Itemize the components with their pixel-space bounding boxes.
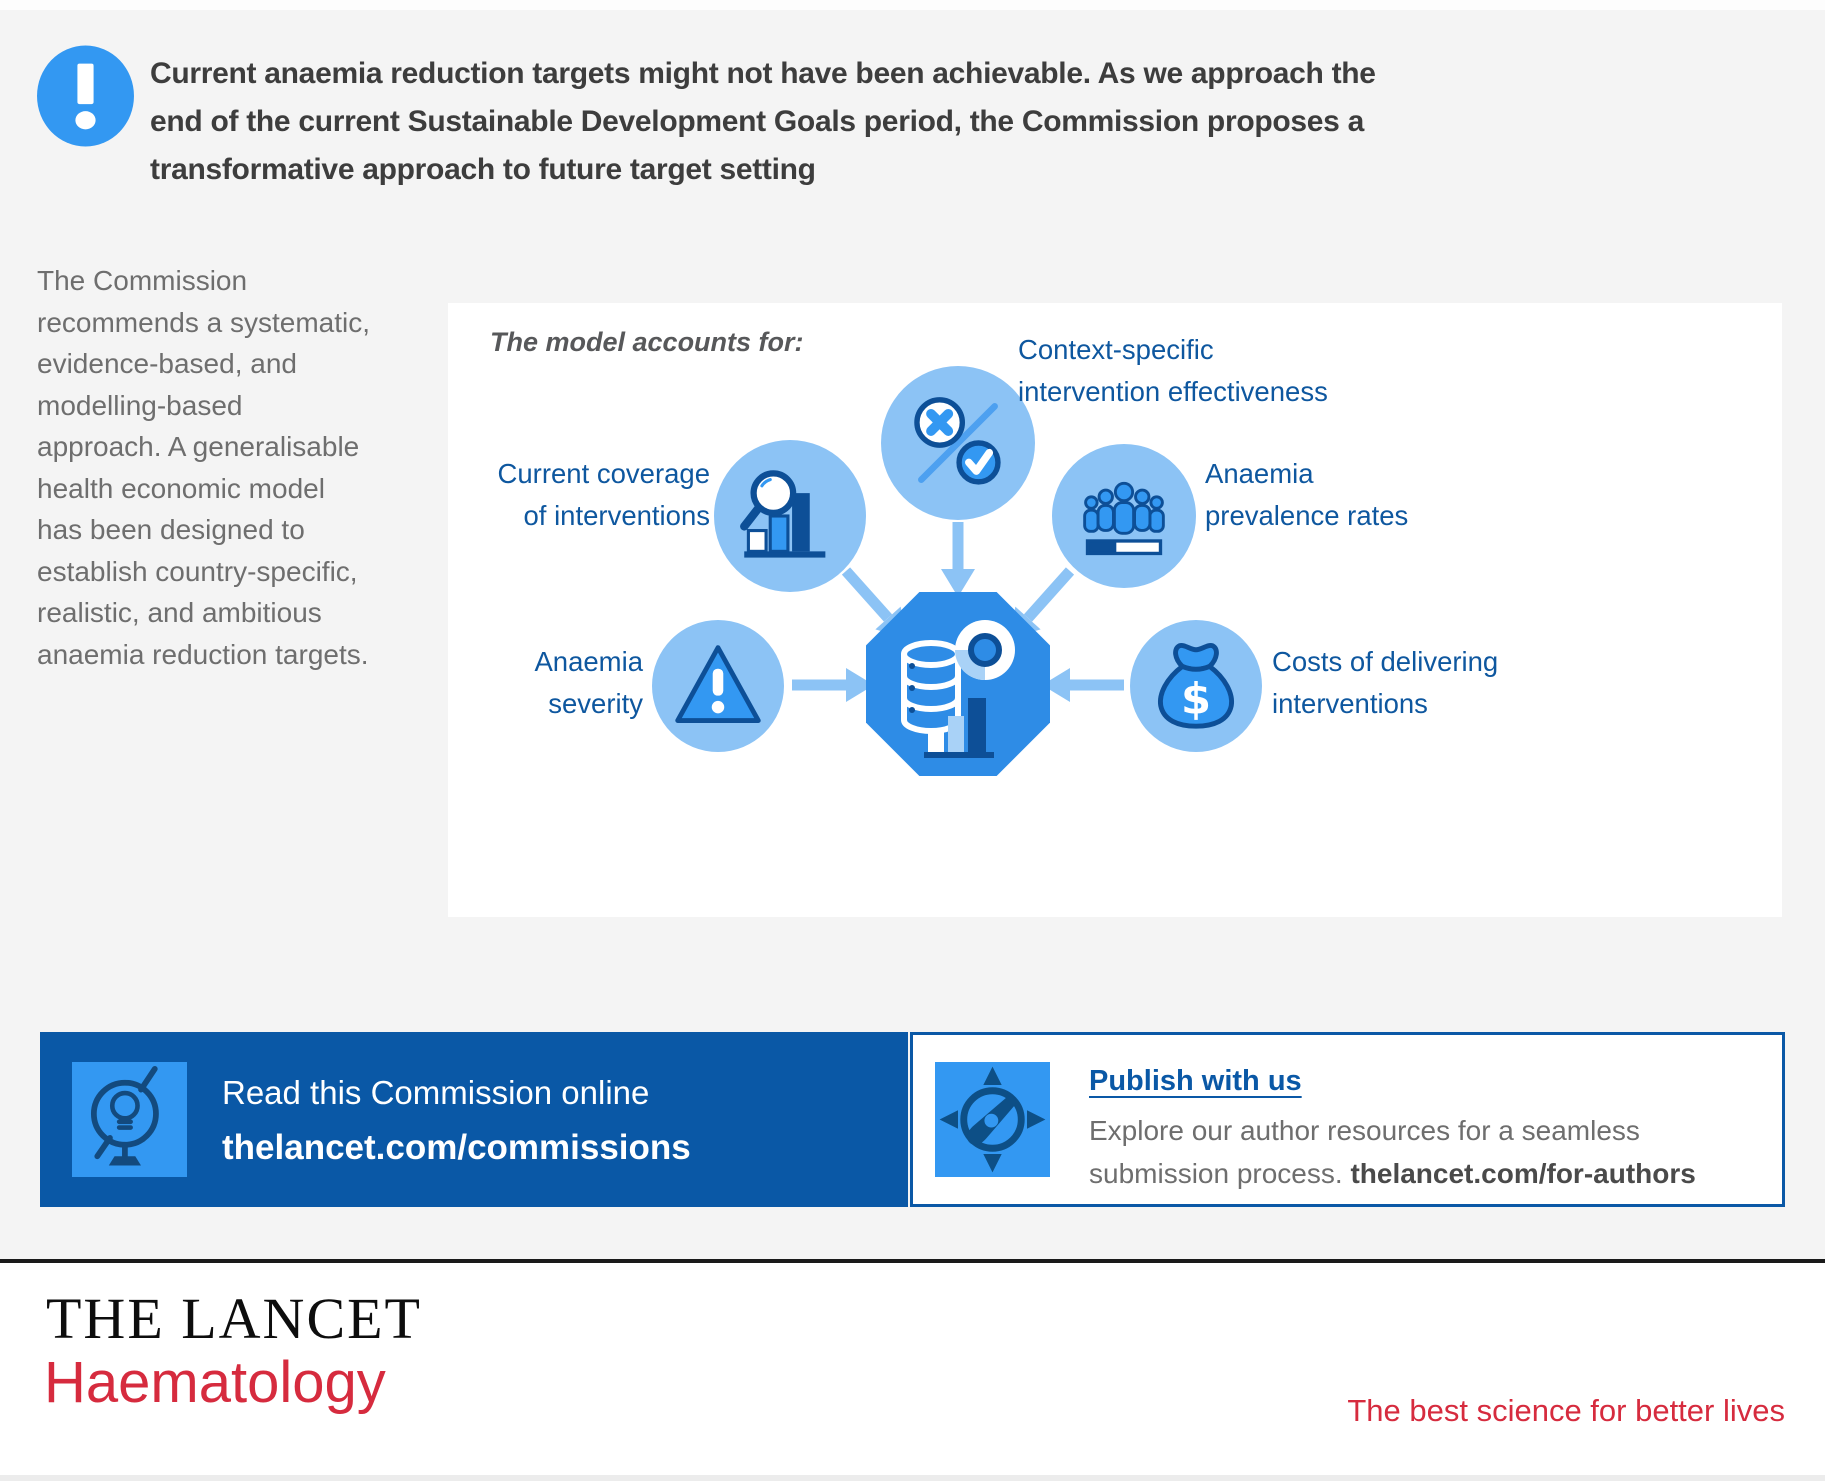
bottom-margin-strip: [0, 1475, 1825, 1481]
for-authors-link[interactable]: thelancet.com/for-authors: [1350, 1158, 1696, 1189]
label-current-coverage: [448, 453, 710, 537]
top-margin-strip: [0, 0, 1825, 10]
tagline: The best science for better lives: [1347, 1393, 1785, 1428]
headline-line: Current anaemia reduction targets might not have been achievable. As we approach the: [150, 57, 1376, 90]
journal-edition: Haematology: [44, 1350, 386, 1415]
globe-icon-square: [72, 1062, 187, 1177]
label-line: of interventions: [523, 500, 710, 531]
cross-check-percent-icon: [904, 389, 1012, 497]
node-delivery-costs: [1130, 620, 1262, 752]
publish-with-us-link[interactable]: Publish with us: [1089, 1065, 1302, 1097]
label-line: Context-specific: [1018, 334, 1214, 365]
label-line: Current coverage: [497, 458, 710, 489]
label-line: prevalence rates: [1205, 500, 1409, 531]
globe-lightbulb-icon: [72, 1062, 187, 1177]
intro-paragraph: The Commission recommends a systematic, evidence-based, and modelling-based approach. A generalisable health economic model has been designed to establish country-specific, realistic, and ambitious anaemia reduction targets.: [37, 265, 370, 670]
label-line: Anaemia: [1205, 458, 1314, 489]
read-commission-banner[interactable]: [40, 1032, 908, 1207]
diagram-title: The model accounts for:: [490, 327, 804, 357]
compass-icon: [935, 1062, 1050, 1177]
exclamation-icon: [35, 44, 136, 148]
publish-body: [1089, 1109, 1739, 1195]
headline-line: end of the current Sustainable Development Goals period, the Commission proposes a: [150, 105, 1364, 138]
commissions-link[interactable]: thelancet.com/commissions: [222, 1128, 691, 1167]
model-diagram-panel: [448, 303, 1782, 917]
magnifier-bar-chart-icon: [738, 464, 842, 568]
label-line: Anaemia: [534, 646, 643, 677]
arrow-context-to-model: [941, 522, 975, 597]
population-icon: [1076, 468, 1172, 564]
warning-triangle-icon: [670, 638, 766, 734]
label-line: interventions: [1272, 688, 1428, 719]
headline-line: transformative approach to future target setting: [150, 153, 816, 186]
compass-icon-square: [935, 1062, 1050, 1177]
label-delivery-costs: [1272, 641, 1498, 725]
label-line: severity: [548, 688, 643, 719]
node-context-effectiveness: [881, 366, 1035, 520]
label-line: Costs of delivering: [1272, 646, 1499, 677]
node-anaemia-severity: [652, 620, 784, 752]
footer: [0, 1263, 1825, 1475]
publish-body-text: Explore our author resources for a seamless submission process.: [1089, 1115, 1640, 1189]
arrow-severity-to-model: [792, 668, 874, 702]
node-anaemia-prevalence: [1052, 444, 1196, 588]
money-bag-icon: [1147, 637, 1245, 735]
node-current-coverage: [714, 440, 866, 592]
label-context-effectiveness: [1018, 329, 1328, 413]
label-anaemia-severity: [448, 641, 643, 725]
read-banner-text: Read this Commission online: [222, 1074, 650, 1111]
label-line: intervention effectiveness: [1018, 376, 1328, 407]
svg-text:$: $: [1181, 674, 1211, 725]
arrow-costs-to-model: [1042, 668, 1124, 702]
model-octagon: [866, 592, 1050, 776]
label-anaemia-prevalence: [1205, 453, 1408, 537]
publish-panel: [910, 1032, 1785, 1207]
headline: [150, 50, 1450, 194]
lancet-logo: THE LANCET: [46, 1286, 422, 1351]
model-database-chart-icon: [866, 592, 1050, 776]
